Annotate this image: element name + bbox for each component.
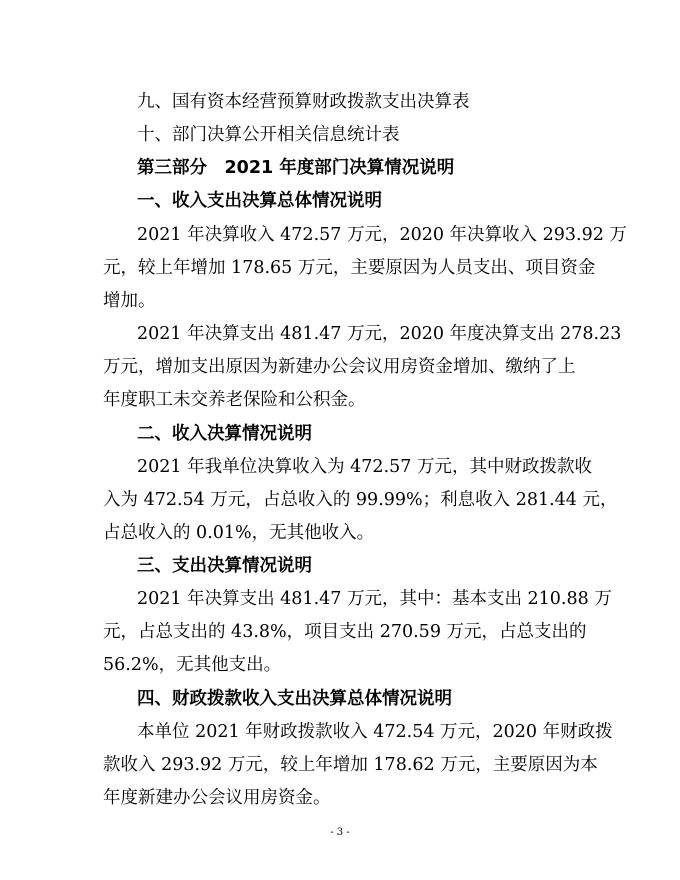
section4-para1-line3: 年度新建办公会议用房资金。 (103, 788, 331, 808)
section1-para1-line2: 元，较上年增加 178.65 万元，主要原因为人员支出、项目资金 (103, 258, 596, 278)
section1-para2-line3: 年度职工未交养老保险和公积金。 (103, 390, 366, 410)
section3-para1-line1: 2021 年决算支出 481.47 万元，其中：基本支出 210.88 万 (137, 589, 612, 609)
section2-heading: 二、收入决算情况说明 (137, 424, 312, 444)
section3-para1-line2: 元，占总支出的 43.8%，项目支出 270.59 万元，占总支出的 (103, 622, 587, 642)
section1-para1-line1: 2021 年决算收入 472.57 万元，2020 年决算收入 293.92 万 (137, 225, 627, 245)
section3-para1-line3: 56.2%，无其他支出。 (103, 655, 282, 675)
section1-para1-line3: 增加。 (103, 291, 156, 311)
section1-heading: 一、收入支出决算总体情况说明 (137, 191, 382, 211)
section2-para1-line3: 占总收入的 0.01%，无其他收入。 (103, 523, 375, 543)
page-number: - 3 - (330, 827, 350, 838)
section1-para2-line1: 2021 年决算支出 481.47 万元，2020 年度决算支出 278.23 (137, 324, 622, 344)
section4-para1-line1: 本单位 2021 年财政拨款收入 472.54 万元，2020 年财政拨 (137, 722, 613, 742)
section4-para1-line2: 款收入 293.92 万元，较上年增加 178.62 万元，主要原因为本 (103, 755, 598, 775)
section2-para1-line1: 2021 年我单位决算收入为 472.57 万元，其中财政拨款收 (137, 457, 592, 477)
section4-heading: 四、财政拨款收入支出决算总体情况说明 (137, 689, 452, 709)
section3-heading: 三、支出决算情况说明 (137, 556, 312, 576)
toc-item-9: 九、国有资本经营预算财政拨款支出决算表 (137, 92, 470, 112)
part3-heading: 第三部分 2021 年度部门决算情况说明 (137, 158, 455, 178)
toc-item-10: 十、部门决算公开相关信息统计表 (137, 125, 400, 145)
section1-para2-line2: 万元，增加支出原因为新建办公会议用房资金增加、缴纳了上 (103, 357, 576, 377)
section2-para1-line2: 入为 472.54 万元，占总收入的 99.99%；利息收入 281.44 元， (103, 490, 618, 510)
